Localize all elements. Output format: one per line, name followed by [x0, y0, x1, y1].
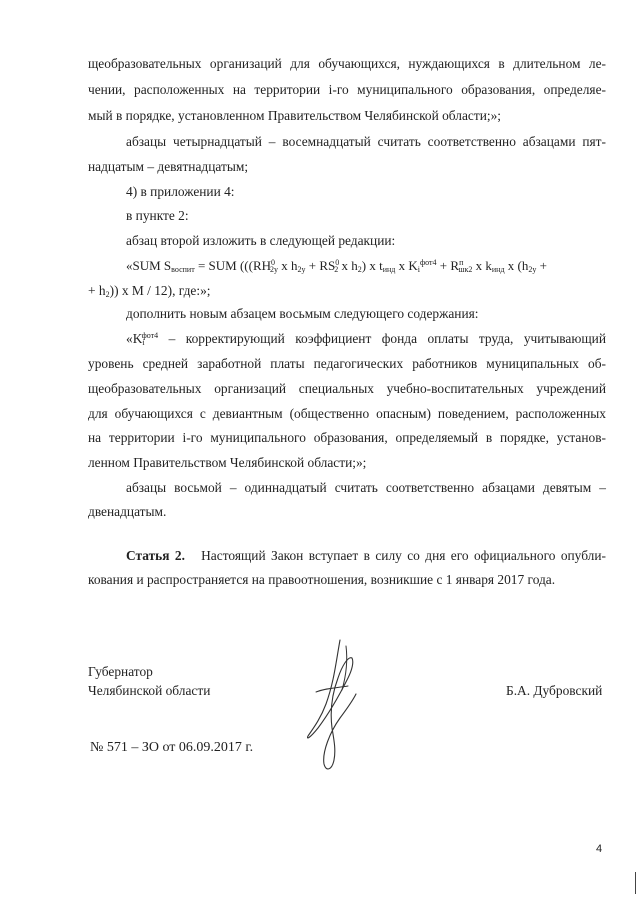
text-line: абзацы восьмой – одиннадцатый считать соответственно абзацами девятым –	[126, 480, 606, 495]
text-line: надцатым – девятнадцатым;	[88, 159, 249, 174]
signer-name: Б.А. Дубровский	[506, 683, 603, 698]
signer-title-1: Губернатор	[88, 664, 153, 679]
text-line: двенадцатым.	[88, 504, 167, 519]
text-line: ленном Правительством Челябинской области;»;	[88, 455, 367, 470]
article-2-line-1: Статья 2. Настоящий Закон вступает в силу со дня его официального опубли-	[126, 548, 606, 563]
text-line: щеобразовательных организаций специальных учебно-воспитательных учреждений	[88, 381, 606, 396]
text-line: на территории i-го муниципального образования, определяемый в порядке, установ-	[88, 430, 606, 445]
abzac-2: абзац второй изложить в следующей редакции:	[126, 233, 396, 248]
page-number: 4	[596, 843, 603, 855]
article-2-line-2: кования и распространяется на правоотношения, возникшие с 1 января 2017 года.	[88, 572, 556, 587]
point-2: в пункте 2:	[126, 208, 189, 223]
handwritten-signature	[296, 632, 376, 777]
formula-line-1: «SUM $S_{воспит}$ = SUM ((($RH^0_{2y}$ x $h_{2y} + RS^0_2$ x $h_2$) x $t_{инд}$ x $K_i^{фот4} + R^п_{шк2}$ x $k_{инд}$ x ($h_{2y}$ +	[126, 258, 547, 274]
supplement-text: дополнить новым абзацем восьмым следующего содержания:	[126, 306, 479, 321]
law-number: № 571 – ЗО от 06.09.2017 г.	[90, 740, 254, 755]
article-2-label: Статья 2.	[126, 548, 185, 563]
text-line: для обучающихся с девиантным (общественно опасным) поведением, расположенных	[88, 406, 606, 421]
formula-line-2: + $h_2$)) x M / 12), где:»;	[88, 283, 211, 299]
list-item-4: 4) в приложении 4:	[126, 184, 235, 199]
text-line: щеобразовательных организаций для обучающихся, нуждающихся в длительном ле-	[88, 56, 606, 71]
text-line: уровень средней заработной платы педагогических работников муниципальных об-	[88, 356, 606, 371]
text-line: абзацы четырнадцатый – восемнадцатый считать соответственно абзацами пят-	[126, 134, 606, 149]
page-edge-mark	[635, 872, 636, 894]
text-line: чении, расположенных на территории i-го муниципального образования, определяе-	[88, 82, 606, 97]
text-line: мый в порядке, установленном Правительством Челябинской области;»;	[88, 108, 501, 123]
text-line: «$K_i^{фот4}$ – корректирующий коэффициент фонда оплаты труда, учитывающий	[126, 331, 606, 347]
signer-title-2: Челябинской области	[88, 683, 211, 698]
